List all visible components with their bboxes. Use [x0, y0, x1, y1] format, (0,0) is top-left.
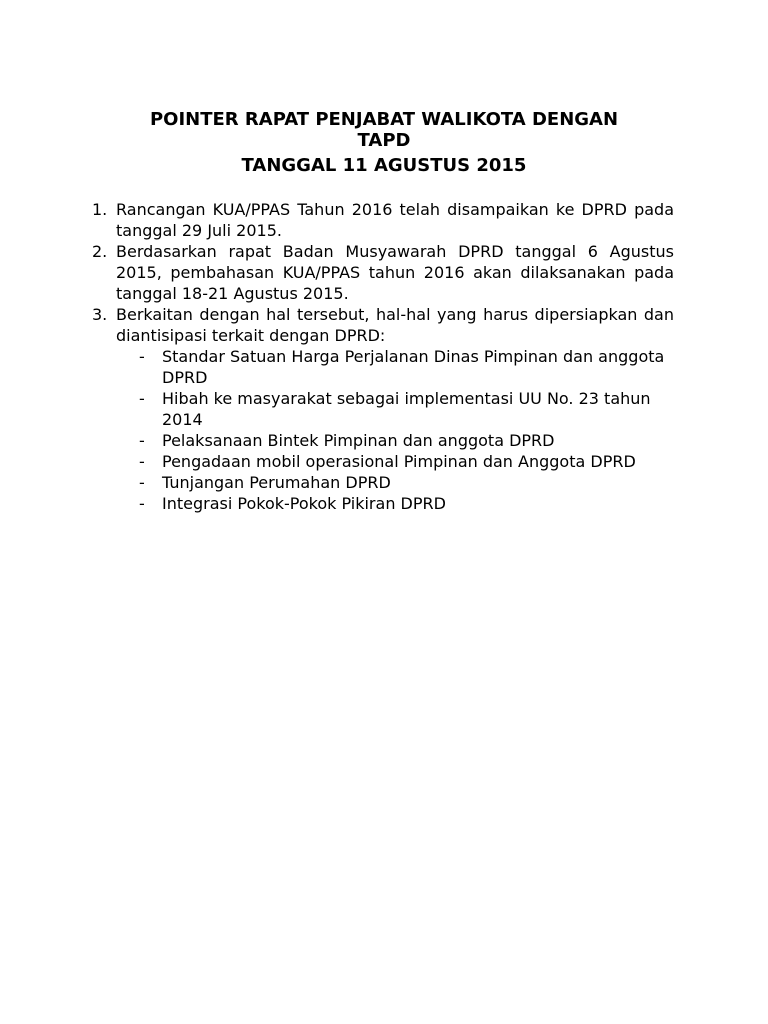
numbered-list [92, 199, 674, 514]
sub-list-item [92, 493, 674, 514]
sub-item-text: Integrasi Pokok-Pokok Pikiran DPRD [162, 494, 446, 513]
title-date: TANGGAL 11 AGUSTUS 2015 [241, 155, 527, 176]
dash-bullet: - [139, 431, 145, 450]
sub-list-item [92, 388, 674, 430]
list-item-3 [92, 304, 674, 346]
sub-list [92, 346, 674, 514]
list-number: 2. [92, 242, 108, 261]
sub-item-text: Pelaksanaan Bintek Pimpinan dan anggota DPRD [162, 431, 555, 450]
list-item-text: Rancangan KUA/PPAS Tahun 2016 telah disampaikan ke DPRD pada tanggal 29 Juli 2015. [116, 200, 674, 240]
sub-item-text: Hibah ke masyarakat sebagai implementasi UU No. 23 tahun 2014 [162, 389, 651, 429]
title-line-1: POINTER RAPAT PENJABAT WALIKOTA DENGAN [149, 109, 619, 130]
dash-bullet: - [139, 452, 145, 471]
sub-list-item [92, 430, 674, 451]
dash-bullet: - [139, 494, 145, 513]
list-item-1 [92, 199, 674, 241]
document-title [100, 109, 668, 176]
list-item-2 [92, 241, 674, 304]
list-number: 3. [92, 305, 108, 324]
sub-item-text: Pengadaan mobil operasional Pimpinan dan Anggota DPRD [162, 452, 636, 471]
sub-list-item [92, 472, 674, 493]
dash-bullet: - [139, 473, 145, 492]
sub-item-text: Tunjangan Perumahan DPRD [162, 473, 391, 492]
sub-list-item [92, 346, 674, 388]
list-item-text: Berdasarkan rapat Badan Musyawarah DPRD tanggal 6 Agustus 2015, pembahasan KUA/PPAS tahun 2016 akan dilaksanakan pada tanggal 18-21 Agustus 2015. [116, 242, 674, 303]
list-number: 1. [92, 200, 108, 219]
dash-bullet: - [139, 389, 145, 408]
list-item-text: Berkaitan dengan hal tersebut, hal-hal yang harus dipersiapkan dan diantisipasi terkait dengan DPRD: [116, 305, 674, 345]
sub-item-text: Standar Satuan Harga Perjalanan Dinas Pimpinan dan anggota DPRD [162, 347, 665, 387]
sub-list-item [92, 451, 674, 472]
title-line-2: TAPD [357, 130, 411, 151]
dash-bullet: - [139, 347, 145, 366]
